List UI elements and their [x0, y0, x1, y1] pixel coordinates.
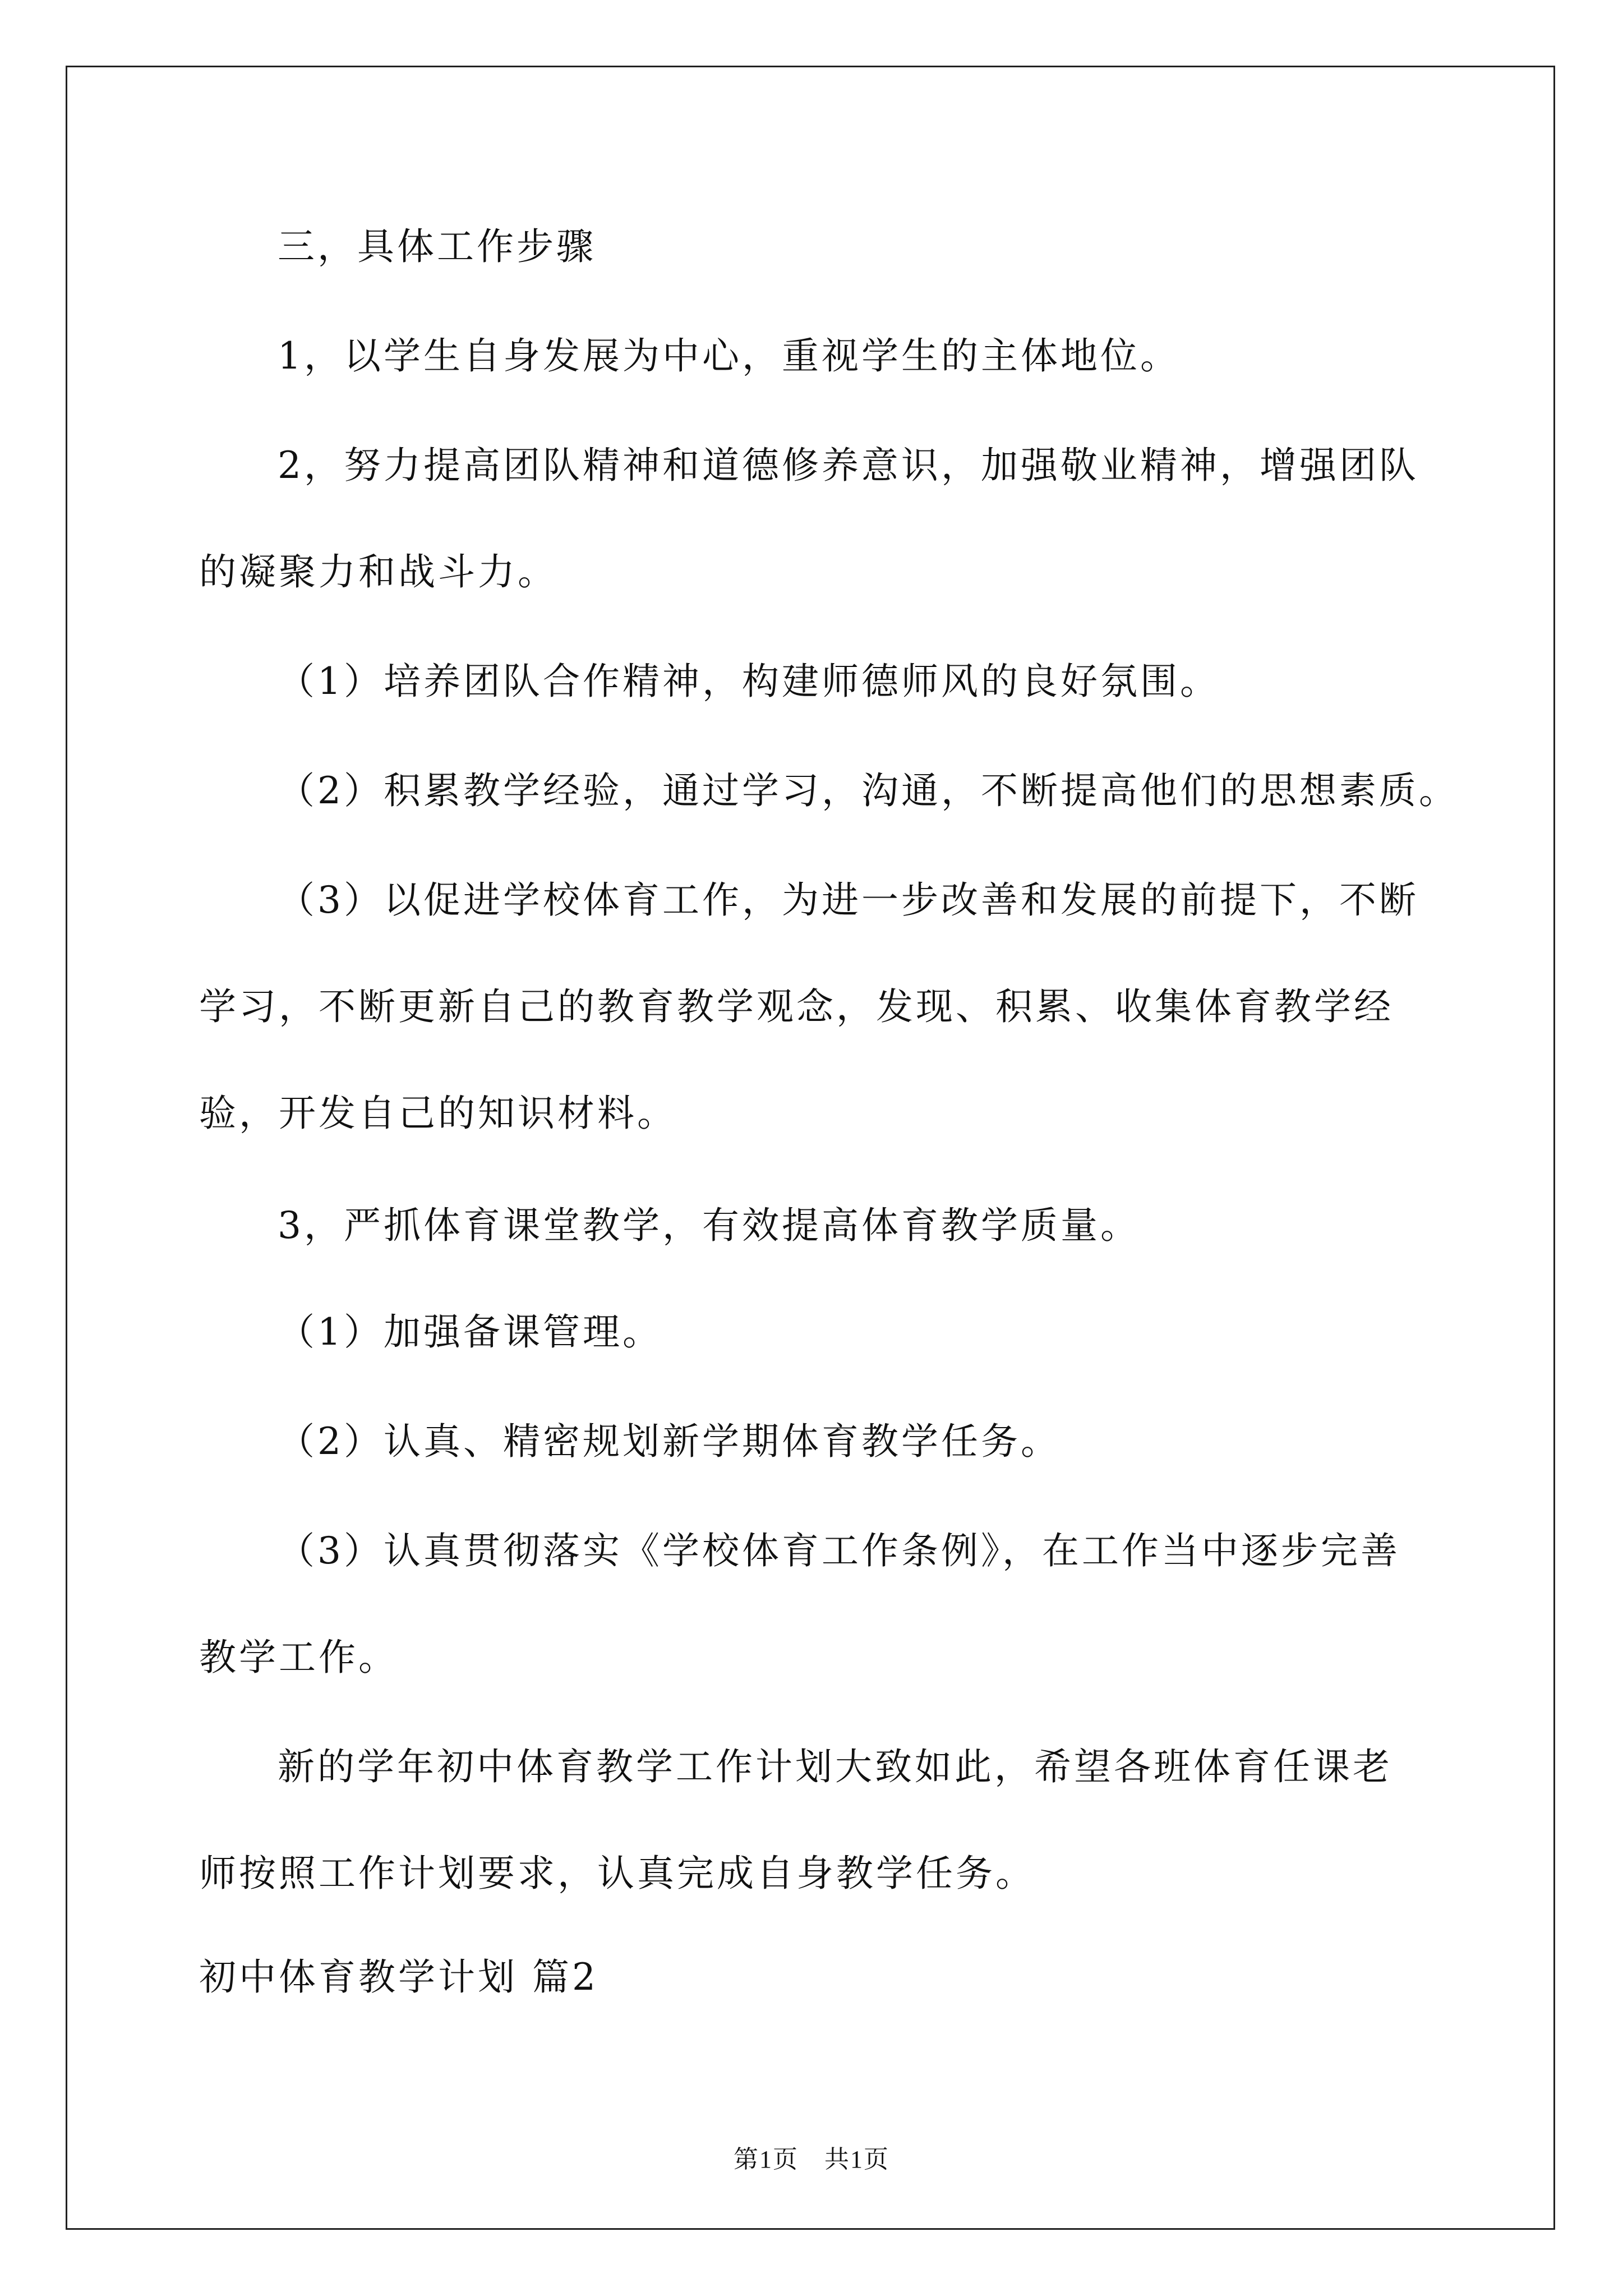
paragraph-line: （3）以促进学校体育工作，为进一步改善和发展的前提下，不断 [278, 878, 1419, 922]
paragraph-line: 2，努力提高团队精神和道德修养意识，加强敬业精神，增强团队 [278, 444, 1419, 487]
paragraph-line: 教学工作。 [199, 1636, 398, 1679]
paragraph-line: （1）加强备课管理。 [278, 1310, 662, 1354]
paragraph-line: （1）培养团队合作精神，构建师德师风的良好氛围。 [278, 660, 1220, 703]
paragraph-line: （2）积累教学经验，通过学习，沟通，不断提高他们的思想素质。 [278, 769, 1459, 812]
paragraph-line: 师按照工作计划要求，认真完成自身教学任务。 [199, 1852, 1035, 1895]
paragraph-line: 1，以学生自身发展为中心，重视学生的主体地位。 [278, 334, 1180, 378]
section-title: 初中体育教学计划 篇2 [199, 1955, 598, 1999]
paragraph-line: 学习，不断更新自己的教育教学观念，发现、积累、收集体育教学经 [199, 985, 1394, 1028]
page-border [66, 66, 1555, 2230]
paragraph-line: （2）认真、精密规划新学期体育教学任务。 [278, 1420, 1061, 1463]
page-footer: 第1页 共1页 [734, 2146, 889, 2173]
paragraph-line: 的凝聚力和战斗力。 [199, 550, 557, 593]
paragraph-line: 3，严抓体育课堂教学，有效提高体育教学质量。 [278, 1204, 1140, 1247]
section-heading: 三，具体工作步骤 [278, 225, 596, 268]
paragraph-line: 验，开发自己的知识材料。 [199, 1092, 677, 1135]
paragraph-line: （3）认真贯彻落实《学校体育工作条例》，在工作当中逐步完善 [278, 1529, 1400, 1572]
paragraph-line: 新的学年初中体育教学工作计划大致如此，希望各班体育任课老 [278, 1745, 1393, 1788]
